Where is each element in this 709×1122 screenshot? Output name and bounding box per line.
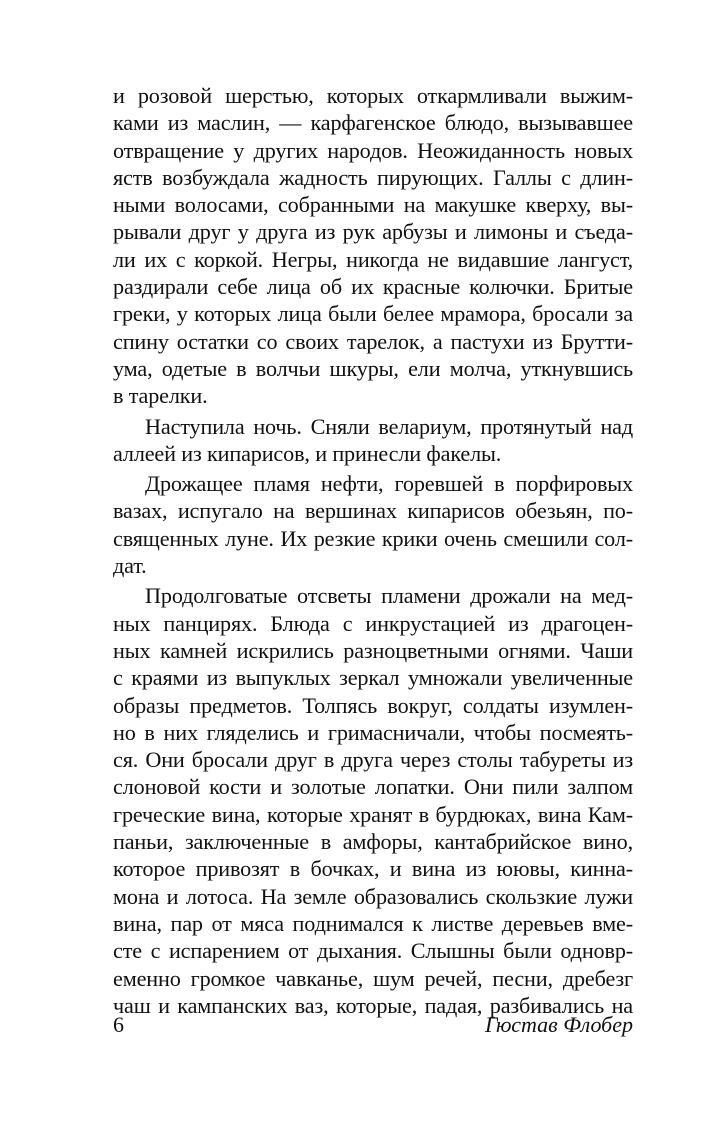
text-line: аллеей из кипарисов, и принесли факелы. <box>113 440 502 466</box>
running-title: Гюстав Флобер <box>484 1012 633 1037</box>
page-footer <box>113 1012 633 1042</box>
text-line: рывали друг у друга из рук арбузы и лимоны и съеда- <box>113 219 633 245</box>
text-line: раздирали себе лица об их красные колючки. Бритые <box>113 274 633 300</box>
paragraph <box>113 82 633 410</box>
text-line: ками из маслин, — карфагенское блюдо, вызывавшее <box>113 110 633 136</box>
text-line: священных луне. Их резкие крики очень смешили сол- <box>113 525 633 551</box>
text-line: вазах, испугало на вершинах кипарисов обезьян, по- <box>113 498 633 524</box>
text-line: которое привозят в бочках, и вина из юювы, кинна- <box>113 856 633 882</box>
text-line: ся. Они бросали друг в друга через столы табуреты из <box>113 747 633 773</box>
text-line: греки, у которых лица были белее мрамора, бросали за <box>113 301 633 327</box>
text-line: еменно громкое чавканье, шум речей, песни, дребезг <box>113 965 633 991</box>
text-line: сте с испарением от дыхания. Слышны были одновр- <box>113 938 633 964</box>
text-line: ными волосами, собранными на макушке кверху, вы- <box>113 192 633 218</box>
text-line: чаш и кампанских ваз, которые, падая, разбивались на <box>113 992 633 1018</box>
text-line: мона и лотоса. На земле образовались скользкие лужи <box>113 883 633 909</box>
text-line: спину остатки со своих тарелок, а пастухи из Брутти- <box>113 328 633 354</box>
text-line: отвращение у других народов. Неожиданность новых <box>113 137 633 163</box>
text-line: дат. <box>113 553 147 579</box>
text-line: Наступила ночь. Сняли велариум, протянутый над <box>145 413 633 439</box>
text-line: вина, пар от мяса поднимался к листве деревьев вме- <box>113 910 633 936</box>
text-line: ли их с коркой. Негры, никогда не видавшие лангуст, <box>113 246 633 272</box>
text-line: слоновой кости и золотые лопатки. Они пили залпом <box>113 774 633 800</box>
text-line: греческие вина, которые хранят в бурдюках, вина Кам- <box>113 801 633 827</box>
text-line: яств возбуждала жадность пирующих. Галлы с длин- <box>113 164 633 190</box>
text-line: Продолговатые отсветы пламени дрожали на мед- <box>145 583 633 609</box>
text-line: в тарелки. <box>113 383 208 409</box>
text-line: паньи, заключенные в амфоры, кантабрийское вино, <box>113 829 633 855</box>
text-line: ных камней искрились разноцветными огнями. Чаши <box>113 637 633 663</box>
text-line: Дрожащее пламя нефти, горевшей в порфировых <box>145 471 633 497</box>
paragraph <box>113 470 633 579</box>
paragraph <box>113 413 633 468</box>
page-number: 6 <box>113 1012 124 1037</box>
text-line: ума, одетые в волчьи шкуры, ели молча, уткнувшись <box>113 355 633 381</box>
text-body <box>113 82 633 1019</box>
text-line: ных панцирях. Блюда с инкрустацией из драгоцен- <box>113 610 633 636</box>
text-line: и розовой шерстью, которых откармливали выжим- <box>113 83 633 108</box>
paragraph <box>113 582 633 1019</box>
text-line: образы предметов. Толпясь вокруг, солдаты изумлен- <box>113 692 633 718</box>
text-line: с краями из выпуклых зеркал умножали увеличенные <box>113 665 633 691</box>
text-line: но в них гляделись и гримасничали, чтобы посмеять- <box>113 719 633 745</box>
